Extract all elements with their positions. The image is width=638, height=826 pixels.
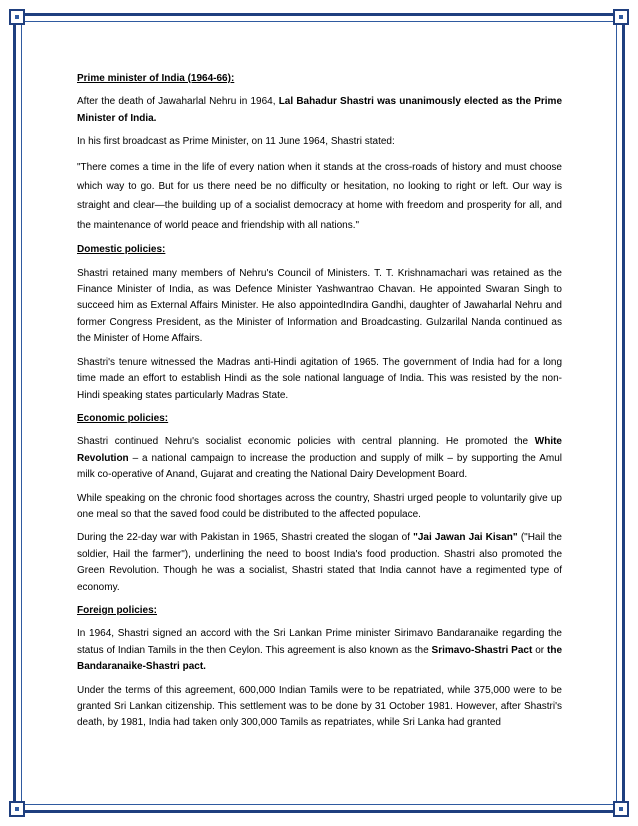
paragraph-council: Shastri retained many members of Nehru's Council of Ministers. T. T. Krishnamachari was retained as the Finance Minister of India, as was Defence Minister Yashwantrao Chavan. He appointed Swaran Singh to succeed him as External Affairs Minister. He also appointedIndira Gandhi, daughter of Jawaharlal Nehru and former Congress President, as the Minister of Information and Broadcasting. Gulzarilal Nanda continued as the Minister of Home Affairs. [77,267,562,345]
paragraph-jai-jawan-text-c: ("Hail the soldier, Hail the farmer"), underlining the need to boost India's food production. Shastri also promoted the Green Revolution. Though he was a socialist, Shastri stated that India cannot have a regimented type of economy. [77,532,562,593]
paragraph-accord-text-a: In 1964, Shastri signed an accord with the Sri Lankan Prime minister Sirimavo Bandaranaike regarding the status of Indian Tamils in the then Ceylon. This agreement is also known as the [77,628,562,656]
paragraph-election [77,94,562,127]
paragraph-food-shortage: While speaking on the chronic food shortages across the country, Shastri urged people to voluntarily give up one meal so that the saved food could be distributed to the affected populace. [77,492,562,520]
heading-foreign-policies: Foreign policies: [77,604,158,616]
heading-economic-policies: Economic policies: [77,412,169,424]
paragraph-white-revolution [77,434,562,483]
paragraph-white-revolution-text-a: Shastri continued Nehru's socialist economic policies with central planning. He promoted the [77,436,535,448]
heading-prime-minister: Prime minister of India (1964-66): [77,73,235,84]
white-revolution-bold: White Revolution [77,436,562,464]
paragraph-election-bold: Lal Bahadur Shastri was unanimously elected as the Prime Minister of India. [77,96,562,124]
paragraph-white-revolution-text-c: – a national campaign to increase the production and supply of milk – by supporting the Amul milk co-operative of Anand, Gujarat and creating the National Dairy Development Board. [77,452,562,481]
corner-ornament-bottom-left [9,801,25,817]
paragraph-accord [77,626,562,675]
document-body [77,71,562,739]
corner-ornament-top-left [9,9,25,25]
bandaranaike-shastri-pact-bold: the Bandaranaike-Shastri pact. [77,644,562,673]
broadcast-quote: "There comes a time in the life of every nation when it stands at the cross-roads of history and must choose which way to go. But for us there need be no difficulty or hesitation, no looking to right or left. Our way is straight and clear—the building up of a socialist democracy at home with freedom and prosperity for all, and the maintenance of world peace and friendship with all nations." [77,161,562,231]
paragraph-repatriation: Under the terms of this agreement, 600,000 Indian Tamils were to be repatriated, while 375,000 were to be granted Sri Lankan citizenship. This settlement was to be done by 31 October 1981. However, after Shastri's death, by 1981, India had taken only 300,000 Tamils as repatriates, while Sri Lanka had granted [77,684,562,729]
srimavo-shastri-pact-bold: Srimavo-Shastri Pact [431,644,533,656]
corner-ornament-top-right [613,9,629,25]
paragraph-hindi-agitation: Shastri's tenure witnessed the Madras anti-Hindi agitation of 1965. The government of India had for a long time made an effort to establish Hindi as the sole national language of India. This was resisted by the non-Hindi speaking states particularly Madras State. [77,356,562,401]
corner-ornament-bottom-right [613,801,629,817]
paragraph-accord-text-c: or [532,644,547,656]
heading-domestic-policies: Domestic policies: [77,244,166,256]
paragraph-election-text: After the death of Jawaharlal Nehru in 1964, [77,96,279,108]
slogan-bold: "Jai Jawan Jai Kisan" [413,532,518,544]
paragraph-broadcast: In his first broadcast as Prime Minister, on 11 June 1964, Shastri stated: [77,136,395,148]
paragraph-jai-jawan [77,530,562,596]
paragraph-jai-jawan-text-a: During the 22-day war with Pakistan in 1965, Shastri created the slogan of [77,532,414,544]
